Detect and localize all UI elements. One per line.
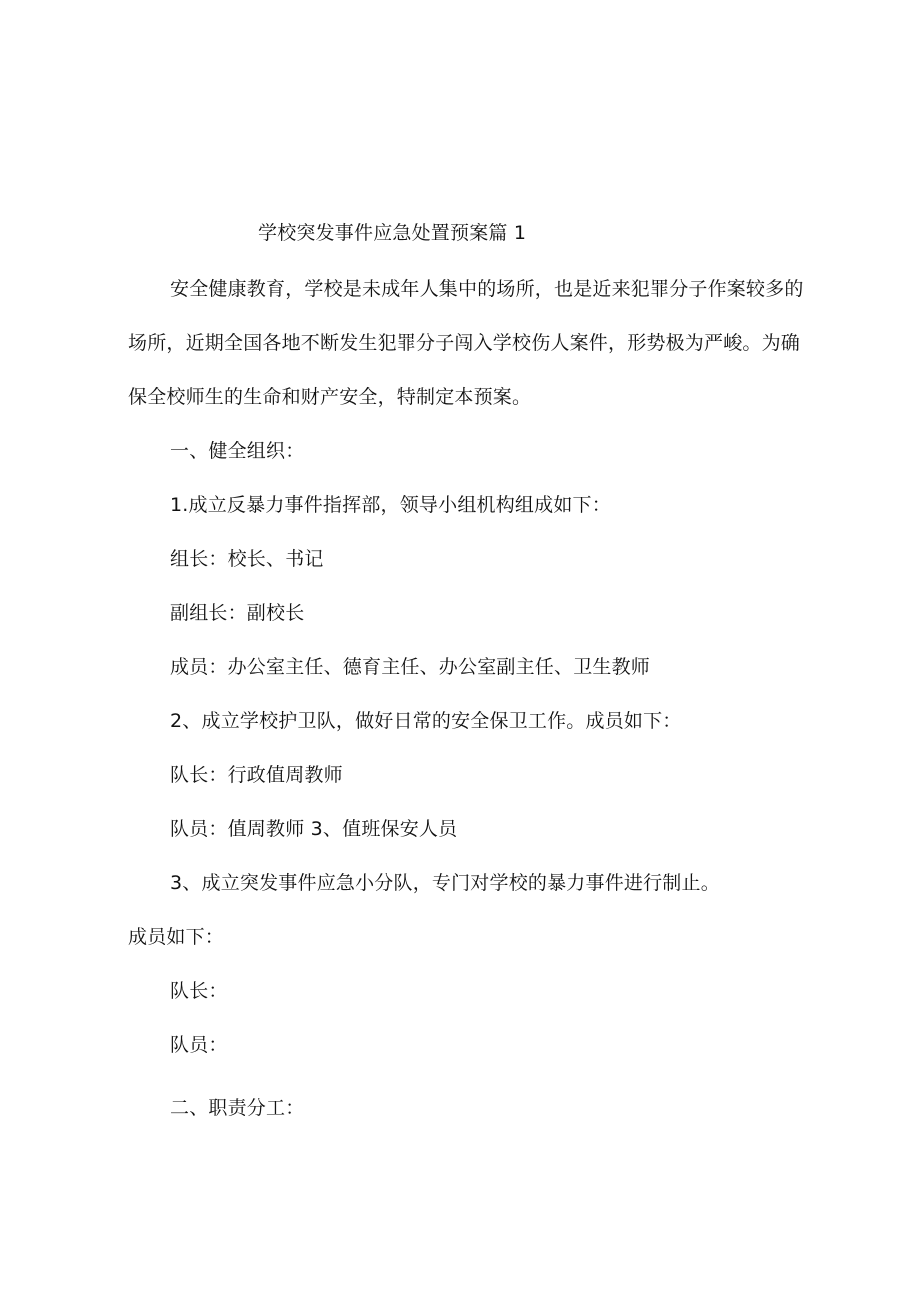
group-leader: 组长：校长、书记 [170, 548, 324, 570]
deputy-group-leader: 副组长：副校长 [170, 602, 305, 624]
intro-paragraph-line-1: 安全健康教育，学校是未成年人集中的场所，也是近来犯罪分子作案较多的 [170, 278, 804, 300]
squad-members: 队员： [170, 1034, 228, 1056]
item-1-command-center: 1.成立反暴力事件指挥部，领导小组机构组成如下： [170, 494, 611, 516]
group-members: 成员：办公室主任、德育主任、办公室副主任、卫生教师 [170, 656, 651, 678]
squad-captain: 队长： [170, 980, 228, 1002]
section-2-heading: 二、职责分工： [170, 1097, 305, 1119]
section-1-heading: 一、健全组织： [170, 440, 305, 462]
item-3-emergency-squad: 3、成立突发事件应急小分队，专门对学校的暴力事件进行制止。 [170, 872, 720, 894]
intro-paragraph-line-2: 场所，近期全国各地不断发生犯罪分子闯入学校伤人案件，形势极为严峻。为确 [128, 332, 801, 354]
document-title: 学校突发事件应急处置预案篇 1 [258, 222, 527, 244]
item-3-continuation: 成员如下： [128, 926, 225, 948]
guard-team-captain: 队长：行政值周教师 [170, 764, 343, 786]
intro-paragraph-line-3: 保全校师生的生命和财产安全，特制定本预案。 [128, 386, 532, 408]
guard-team-members: 队员：值周教师 3、值班保安人员 [170, 818, 458, 840]
item-2-guard-team: 2、成立学校护卫队，做好日常的安全保卫工作。成员如下： [170, 710, 682, 732]
